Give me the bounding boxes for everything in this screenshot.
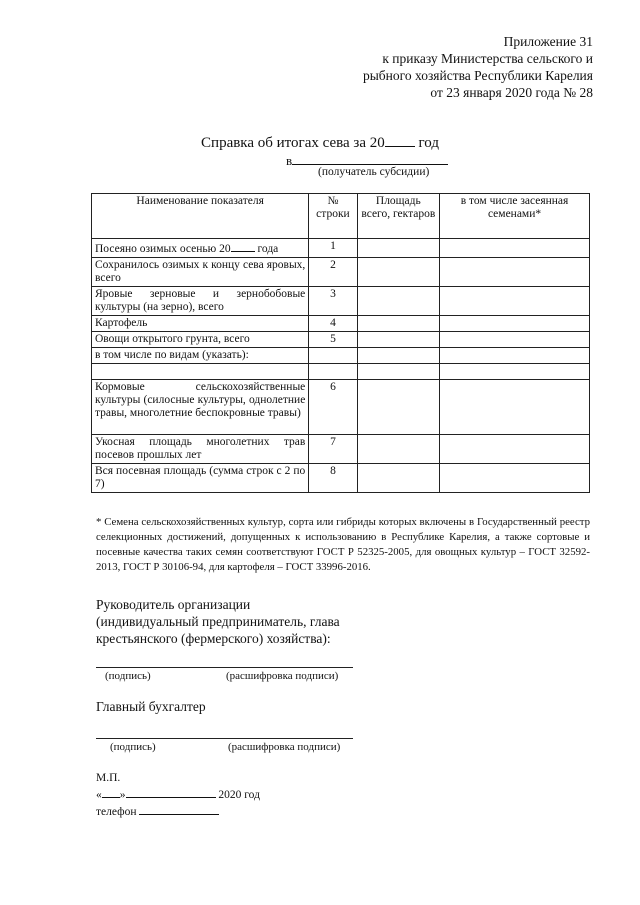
accountant-decode-caption: (расшифровка подписи)	[228, 741, 341, 753]
header-name: Наименование показателя	[92, 194, 309, 239]
appendix-line-2: к приказу Министерства сельского и	[382, 51, 593, 66]
row-label: Яровые зерновые и зернобобовые культуры (на зерно), всего	[92, 287, 309, 316]
recipient-blank[interactable]	[292, 150, 448, 165]
appendix-header	[363, 33, 593, 101]
appendix-line-4: от 23 января 2020 года № 28	[430, 85, 593, 100]
appendix-line-3: рыбного хозяйства Республики Карелия	[362, 68, 593, 83]
date-year: 2020 год	[218, 789, 260, 801]
row-number: 1	[309, 239, 357, 258]
table-row	[92, 316, 590, 332]
area-cell[interactable]	[357, 435, 439, 464]
month-blank[interactable]	[126, 786, 216, 798]
seal-block	[96, 770, 260, 820]
title-suffix: год	[418, 135, 439, 151]
row-number: 6	[309, 380, 357, 435]
winter-year-blank[interactable]	[231, 240, 255, 252]
head-line-2: (индивидуальный предприниматель, глава	[96, 614, 340, 629]
table-row	[92, 364, 590, 380]
row-label: Овощи открытого грунта, всего	[92, 332, 309, 348]
area-cell[interactable]	[357, 287, 439, 316]
table-row	[92, 332, 590, 348]
year-blank[interactable]	[385, 132, 415, 147]
row-number: 2	[309, 258, 357, 287]
row-number: 3	[309, 287, 357, 316]
day-blank[interactable]	[102, 786, 120, 798]
area-cell[interactable]	[357, 258, 439, 287]
row-label: Посеяно озимых осенью 20 года	[92, 239, 309, 258]
table-row	[92, 380, 590, 435]
seeded-cell[interactable]	[440, 435, 590, 464]
table-row	[92, 464, 590, 493]
seal-mark: М.П.	[96, 772, 121, 784]
row-label: Кормовые сельскохозяйственные культуры (силосные культуры, однолетние травы, многолетние беспокровные травы)	[92, 380, 309, 435]
head-line-1: Руководитель организации	[96, 597, 251, 612]
row-number	[309, 364, 357, 380]
head-signature-line[interactable]	[96, 667, 353, 668]
row-label[interactable]	[92, 364, 309, 380]
phone-line: телефон	[96, 803, 260, 820]
seeded-cell[interactable]	[440, 380, 590, 435]
accountant-signature-caption: (подпись)	[110, 741, 156, 753]
area-cell[interactable]	[357, 364, 439, 380]
date-line: « » 2020 год	[96, 786, 260, 803]
seeded-cell[interactable]	[440, 316, 590, 332]
recipient-caption: (получатель субсидии)	[318, 166, 430, 178]
row-label: в том числе по видам (указать):	[92, 348, 309, 364]
row-number: 7	[309, 435, 357, 464]
head-line-3: крестьянского (фермерского) хозяйства):	[96, 631, 331, 646]
phone-blank[interactable]	[139, 803, 219, 815]
row-label: Картофель	[92, 316, 309, 332]
row-number: 8	[309, 464, 357, 493]
appendix-line-1: Приложение 31	[503, 34, 593, 49]
area-cell[interactable]	[357, 316, 439, 332]
seeded-cell[interactable]	[440, 332, 590, 348]
head-decode-caption: (расшифровка подписи)	[226, 670, 339, 682]
seeded-cell[interactable]	[440, 364, 590, 380]
header-seeded: в том числе засеянная семенами*	[440, 194, 590, 239]
seeded-cell[interactable]	[440, 239, 590, 258]
area-cell[interactable]	[357, 348, 439, 364]
accountant-signature-line[interactable]	[96, 738, 353, 739]
row-label: Вся посевная площадь (сумма строк с 2 по 7)	[92, 464, 309, 493]
area-cell[interactable]	[357, 239, 439, 258]
seeded-cell[interactable]	[440, 287, 590, 316]
header-row-number: № строки	[309, 194, 357, 239]
title-prefix: Справка об итогах сева за 20	[201, 135, 385, 151]
seeded-cell[interactable]	[440, 258, 590, 287]
row-label: Сохранилось озимых к концу сева яровых, всего	[92, 258, 309, 287]
table-row	[92, 239, 590, 258]
area-cell[interactable]	[357, 464, 439, 493]
recipient-prefix: в	[286, 153, 293, 168]
header-area: Площадь всего, гектаров	[357, 194, 439, 239]
head-signature-label	[96, 596, 340, 647]
row-number: 4	[309, 316, 357, 332]
table-header-row	[92, 194, 590, 239]
table-row	[92, 287, 590, 316]
head-signature-caption: (подпись)	[105, 670, 151, 682]
row-label: Укосная площадь многолетних трав посевов прошлых лет	[92, 435, 309, 464]
table-row	[92, 258, 590, 287]
seeded-cell[interactable]	[440, 348, 590, 364]
table-row	[92, 435, 590, 464]
sowing-report-table	[91, 193, 590, 493]
row-number: 5	[309, 332, 357, 348]
row-number	[309, 348, 357, 364]
table-row	[92, 348, 590, 364]
area-cell[interactable]	[357, 332, 439, 348]
accountant-label: Главный бухгалтер	[96, 699, 206, 714]
document-title	[0, 132, 640, 152]
seeded-cell[interactable]	[440, 464, 590, 493]
footnote: * Семена сельскохозяйственных культур, сорта или гибриды которых включены в Государственный реестр селекционных достижений, допущенных к использованию в Республике Карелия, а также сортовые и посевные качества таких семян соответствуют ГОСТ Р 52325-2005, для овощных культур – ГОСТ 32592-2013, ГОСТ Р 30106-94, для картофеля – ГОСТ 33996-2016.	[96, 516, 590, 573]
area-cell[interactable]	[357, 380, 439, 435]
